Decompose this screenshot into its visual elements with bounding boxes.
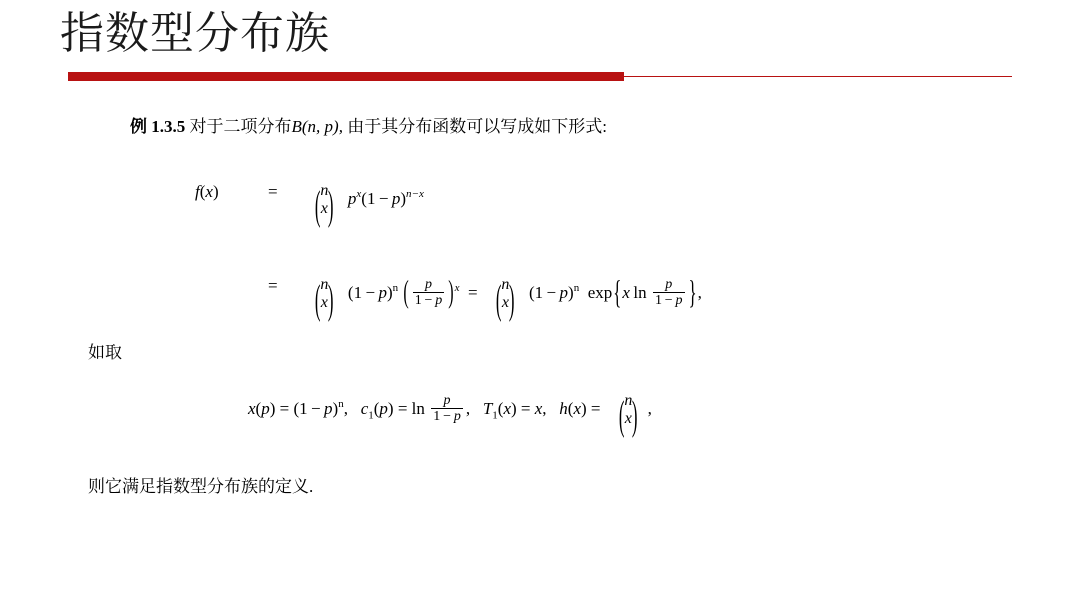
note-ruqu: 如取 — [88, 343, 122, 362]
example-binomial: B(n, p), — [291, 117, 343, 136]
fraction-p-over-1-minus-p-2: $\frac{p}{1 - p}$ — [654, 277, 683, 309]
binomial-coefficient-n-x-3: ( n x ) — [495, 276, 515, 324]
binomial-coefficient-n-x: ( n x ) — [314, 182, 334, 230]
slide-body — [0, 96, 1080, 556]
example-text-2: 由于其分布函数可以写成如下形式: — [347, 117, 607, 136]
equation1-equals: = — [268, 182, 278, 201]
divider-thick-bar — [68, 72, 624, 81]
equation3: $x(p) = (1 - p)^n$, $c_1(p) = \ln$ $\frac{p}{1 - p}$ , $T_1(x) = x$, h(x) = ( n x ) , — [248, 392, 652, 440]
title-divider — [68, 72, 1012, 82]
example-text-1: 对于二项分布 — [189, 117, 292, 136]
binomial-coefficient-n-x-4: ( n x ) — [618, 392, 638, 440]
fraction-p-over-1-minus-p-3: $\frac{p}{1 - p}$ — [433, 393, 461, 425]
equation1-rhs: ( n x ) $p^x(1 - p)^{n-x}$ — [305, 182, 424, 218]
binomial-coefficient-n-x-2: ( n x ) — [314, 276, 334, 324]
conclusion-text: 则它满足指数型分布族的定义. — [88, 477, 314, 496]
divider-thin-line — [624, 76, 1012, 77]
fraction-p-over-1-minus-p: $\frac{p}{1 - p}$ — [414, 277, 443, 309]
example-label: 例 1.3.5 — [130, 117, 186, 136]
example-heading — [130, 112, 607, 137]
equation2-rhs: ( n x ) $(1 - p)^n$ ( $\frac{p}{1 - p}$ )$^x$ = ( n x ) $(1 - p)^n$ exp{x ln $\frac{p}{1 - p}$ }, — [305, 276, 702, 312]
page-title: 指数型分布族 — [60, 9, 330, 58]
equation2-equals: = — [268, 276, 278, 295]
equation1-lhs: f(x) — [195, 182, 219, 201]
